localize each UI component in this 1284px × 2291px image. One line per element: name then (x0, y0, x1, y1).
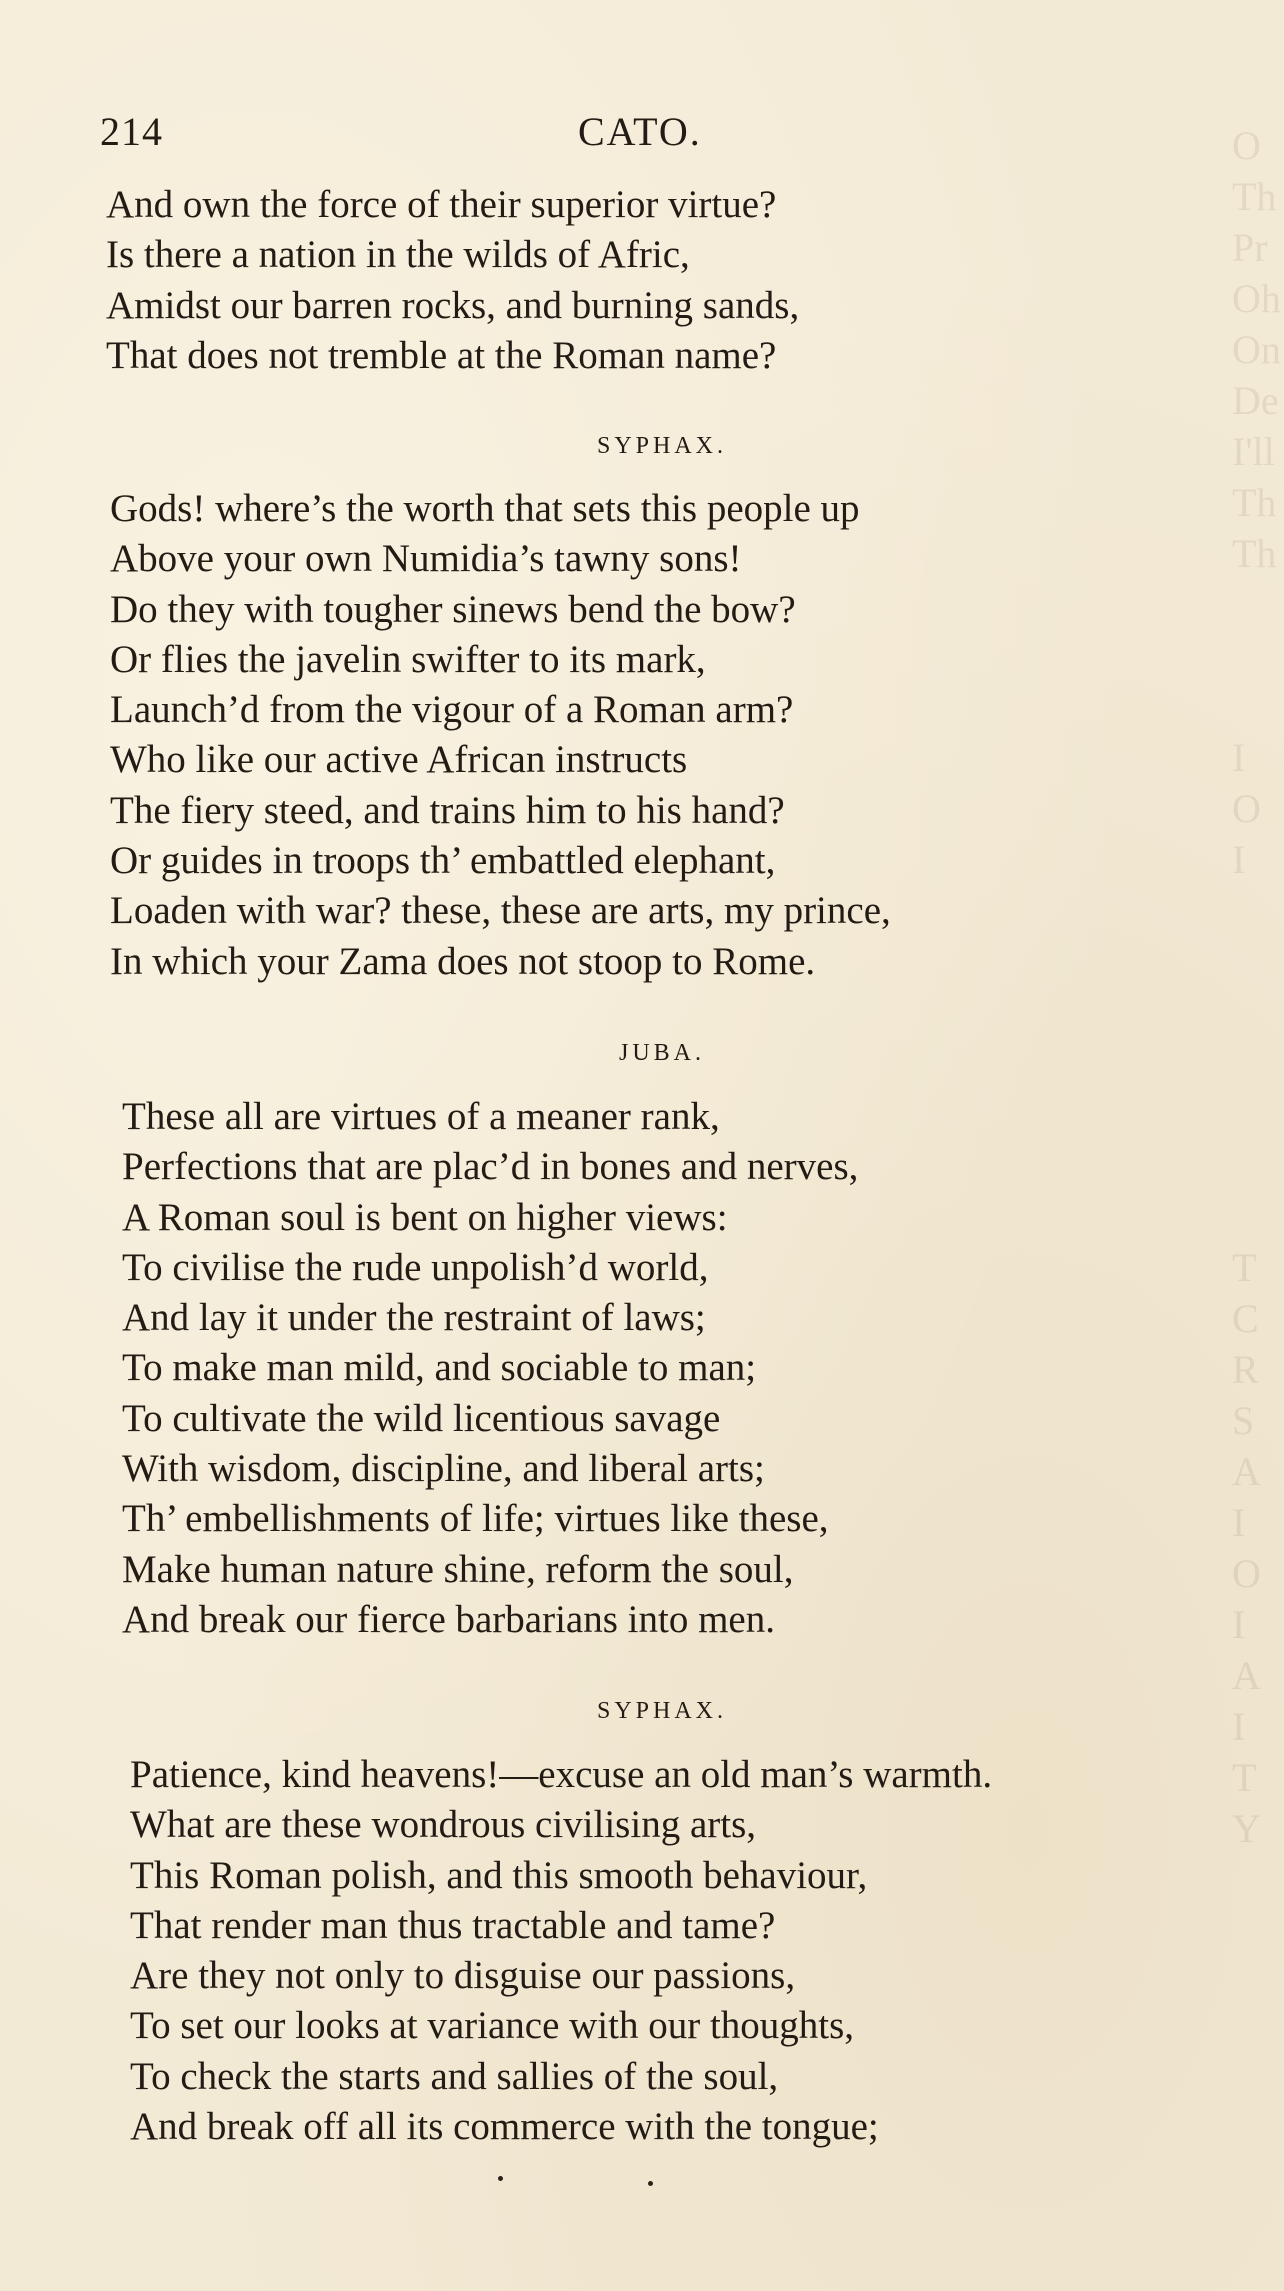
verse-line: In which your Zama does not stoop to Rome. (110, 939, 816, 983)
verse-line: Perfections that are plac’d in bones and nerves, (122, 1145, 859, 1189)
verse-line: That render man thus tractable and tame? (130, 1903, 776, 1947)
page-header (100, 108, 1100, 168)
verse-line: Th’ embellishments of life; virtues like these, (122, 1497, 829, 1541)
verse-line: To check the starts and sallies of the soul, (130, 2054, 779, 2098)
verse-line: Or guides in troops th’ embattled elephant, (110, 839, 776, 883)
verse-line: Or flies the javelin swifter to its mark, (110, 637, 706, 681)
verse-line: Do they with tougher sinews bend the bow? (110, 587, 796, 631)
speaker-name: SYPHAX. (596, 433, 728, 459)
speaker-name: SYPHAX. (596, 1698, 728, 1724)
verse-line: These all are virtues of a meaner rank, (122, 1095, 720, 1138)
ink-speck (498, 2176, 503, 2181)
show-through-text: O Th Pr Oh On De I'll Th Th I O I T C R S A I O I A I T Y (1232, 123, 1281, 1851)
verse-stanza (106, 182, 1284, 383)
verse-line: And break our fierce barbarians into men. (122, 1597, 775, 1641)
verse-line: What are these wondrous civilising arts, (130, 1803, 756, 1847)
verse-line: Who like our active African instructs (110, 738, 688, 782)
verse-line: The fiery steed, and trains him to his hand? (110, 788, 785, 832)
ink-speck (648, 2181, 653, 2186)
verse-line: To set our looks at variance with our thoughts, (130, 2004, 855, 2048)
verse-line: Gods! where’s the worth that sets this people up (110, 487, 860, 530)
page-number: 214 (100, 109, 163, 154)
verse-line: To cultivate the wild licentious savage (122, 1396, 721, 1440)
verse-line: A Roman soul is bent on higher views: (122, 1195, 728, 1239)
verse-line: This Roman polish, and this smooth behaviour, (130, 1853, 868, 1897)
verse-line: Are they not only to disguise our passions, (130, 1954, 796, 1998)
verse-line: Make human nature shine, reform the soul, (122, 1547, 794, 1591)
verse-line: And break off all its commerce with the tongue; (130, 2105, 879, 2149)
verse-line: With wisdom, discipline, and liberal arts; (122, 1447, 765, 1491)
verse-stanza (110, 486, 1284, 989)
verse-line: Launch’d from the vigour of a Roman arm? (110, 688, 794, 732)
verse-line: To make man mild, and sociable to man; (122, 1346, 757, 1390)
verse-stanza (130, 1752, 1284, 2154)
speaker-name: JUBA. (618, 1040, 705, 1066)
running-head: CATO. (578, 109, 702, 154)
verse-line: Amidst our barren rocks, and burning sands, (106, 283, 800, 327)
verse-line: Above your own Numidia’s tawny sons! (110, 537, 742, 581)
verse-line: Patience, kind heavens!—excuse an old man’s warmth. (130, 1753, 993, 1796)
verse-line: And own the force of their superior virtue? (106, 183, 777, 226)
verse-line: That does not tremble at the Roman name? (106, 333, 777, 377)
verse-line: To civilise the rude unpolish’d world, (122, 1245, 709, 1289)
verse-line: Is there a nation in the wilds of Afric, (106, 233, 690, 277)
verse-line: And lay it under the restraint of laws; (122, 1296, 706, 1340)
verse-line: Loaden with war? these, these are arts, my prince, (110, 889, 891, 933)
verse-stanza (122, 1094, 1284, 1647)
